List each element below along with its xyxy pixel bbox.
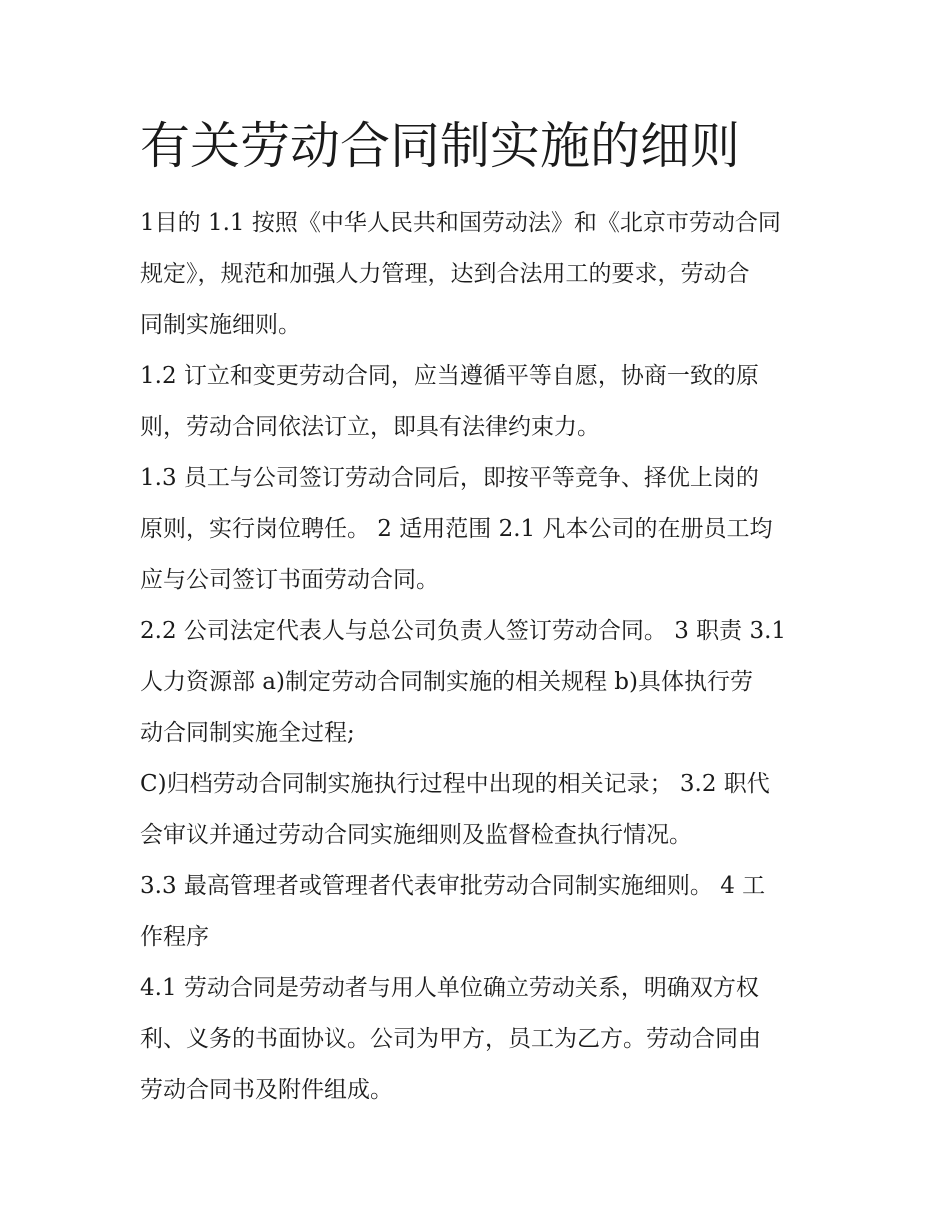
text-line: 人力资源部 a)制定劳动合同制实施的相关规程 b)具体执行劳 — [140, 669, 754, 695]
paragraph-c — [140, 759, 820, 861]
text-line: 动合同制实施全过程; — [140, 720, 355, 746]
text-line: C)归档劳动合同制实施执行过程中出现的相关记录； 3.2 职代 — [140, 771, 770, 797]
text-line: 则，劳动合同依法订立，即具有法律约束力。 — [140, 414, 600, 440]
text-line: 2.2 公司法定代表人与总公司负责人签订劳动合同。 3 职责 3.1 — [140, 618, 787, 644]
text-line: 劳动合同书及附件组成。 — [140, 1077, 393, 1103]
paragraph-1-2 — [140, 351, 820, 453]
text-line: 4.1 劳动合同是劳动者与用人单位确立劳动关系，明确双方权 — [140, 975, 759, 1001]
document-body — [140, 198, 820, 1116]
document-title: 有关劳动合同制实施的细则 — [140, 117, 740, 175]
paragraph-1-3 — [140, 453, 820, 606]
text-line: 作程序 — [140, 924, 209, 950]
text-line: 1目的 1.1 按照《中华人民共和国劳动法》和《北京市劳动合同 — [140, 210, 781, 236]
text-line: 3.3 最高管理者或管理者代表审批劳动合同制实施细则。 4 工 — [140, 873, 766, 899]
text-line: 同制实施细则。 — [140, 312, 301, 338]
text-line: 应与公司签订书面劳动合同。 — [140, 567, 439, 593]
paragraph-3-3 — [140, 861, 820, 963]
text-line: 利、义务的书面协议。公司为甲方，员工为乙方。劳动合同由 — [140, 1026, 761, 1052]
text-line: 1.3 员工与公司签订劳动合同后，即按平等竞争、择优上岗的 — [140, 465, 759, 491]
text-line: 规定》，规范和加强人力管理，达到合法用工的要求，劳动合 — [140, 261, 750, 287]
paragraph-purpose — [140, 198, 820, 351]
text-line: 原则，实行岗位聘任。 2 适用范围 2.1 凡本公司的在册员工均 — [140, 516, 773, 542]
paragraph-2-2 — [140, 606, 820, 759]
text-line: 1.2 订立和变更劳动合同，应当遵循平等自愿，协商一致的原 — [140, 363, 759, 389]
paragraph-4-1 — [140, 963, 820, 1116]
text-line: 会审议并通过劳动合同实施细则及监督检查执行情况。 — [140, 822, 692, 848]
